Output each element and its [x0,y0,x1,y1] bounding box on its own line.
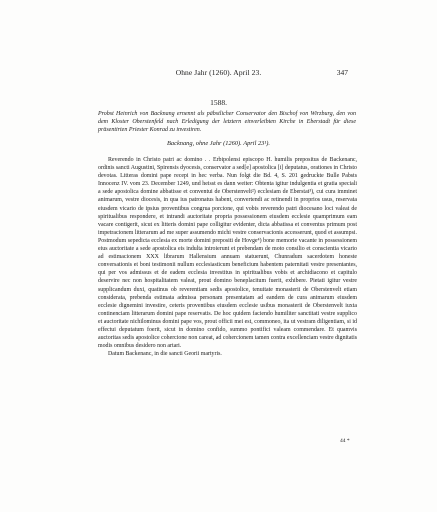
closing-line: Datum Backenanc, in die sancti Georii martyris. [108,351,222,358]
body-paragraph: Reverendo in Christo patri ac domino . . Erbipolensi episcopo H. humilis prepositus de Backenanc, ordinis sancti Augustini, Spirensis dyocesis, conservator a sed[e] apostolica [i] deputatus, orationes in Christo devotas. Litteras domini pape recepi in hec verba. Nun folgt die Bd. 4, S. 201 gedruckte Bulle Pabsts Innocenz IV. vom 23. December 1249, und heisst es dann weiter: Obtenta igitur indulgentia et gratia speciali a sede apostolica domine abbatisse et conventui de Oberstenvelt²) ecclesiam de Eberstat³), cui cura imminet animarum, vestre diocesis, in qua ius patronatus habent, convertendi ac retinendi in proprios usus, reservata eiusdem vicario de ipsius proventibus congrua porcione, qui vobis reverendo patri diocesano loci valeat de spiritualibus respondere, et intrandi auctoritate propria possessionem eiusdem ecclesie quamprimum eam vacare contigerit, sicut ex litteris domini pape colligitur evidenter, dicta abbatissa et conventus primum post impetracionem litterarum ad me super assumendo michi vestre conservacionis accesserunt, quod et assumpsi. Postmodum sepedicta ecclesia ex morte domini prepositi de Hovge⁴) bone memorie vacante in possessionem eius auctoritate a sede apostolica eis indulta introierunt et prebendam de moto consilio et conscientia vicario ad estimacionem XXX librarum Hallensium annuam statuerunt, Chunradum sacerdotem honeste conversationis et boni testimonii nullum ecclesiasticum beneficium habentem paternitati vestre presentantes, qui per vos admissus et de eadem ecclesia investitus in spiritualibus vobis et archidiacono et capitulo deservire nec non hospitalitatem valeat, prout domino beneplacitum fuerit, exhibere. Pietati igitur vestre supplicandum duxi, quatinus ob reverentiam sedis apostolice, tenuitate monasterii de Oberstenvelt etiam considerata, prebenda estimata admissa personam presentatam ad eandem de cura animarum eiusdem ecclesie dignemini investire, ceteris proventibus eiusdem ecclesie usibus monasterii de Oberstenvelt iuxta continenciam litterarum domini pape reservatis. De hoc quidem faciendo humiliter sanctitati vestre supplico et auctoritate nichilominus domini pape vos, prout officii mei est, commoneo, ita ut vestram diligentiam, si id effectui deputatum foerit, sicut in domino confido, summo pontifici valeam commendare. Et quamvis auctoritas sedis apostolice cohercione non careat, ad cohercionem tamen contra excellenciam vestre dignitatis modis omnibus desidero non artari. [98,157,357,350]
running-header [0,68,437,78]
page-number: 347 [336,68,348,77]
running-title: Ohne Jahr (1260). April 23. [175,68,262,77]
document-number: 1588. [210,98,227,107]
document-dateline: Backnang, ohne Jahr (1260). April 23¹). [167,140,270,147]
signature-mark: 44 * [340,438,350,444]
document-body [98,156,357,358]
document-summary: Probst Heinrich von Backnang ernennt als päbstlicher Conservator den Bischof von Wirzburg, den von dem Kloster Oberstenfeld nach Erledigung der letztern einverleibten Kirche in Eberstadt für diese präsentirten Priester Konrad zu investiren. [98,111,356,133]
